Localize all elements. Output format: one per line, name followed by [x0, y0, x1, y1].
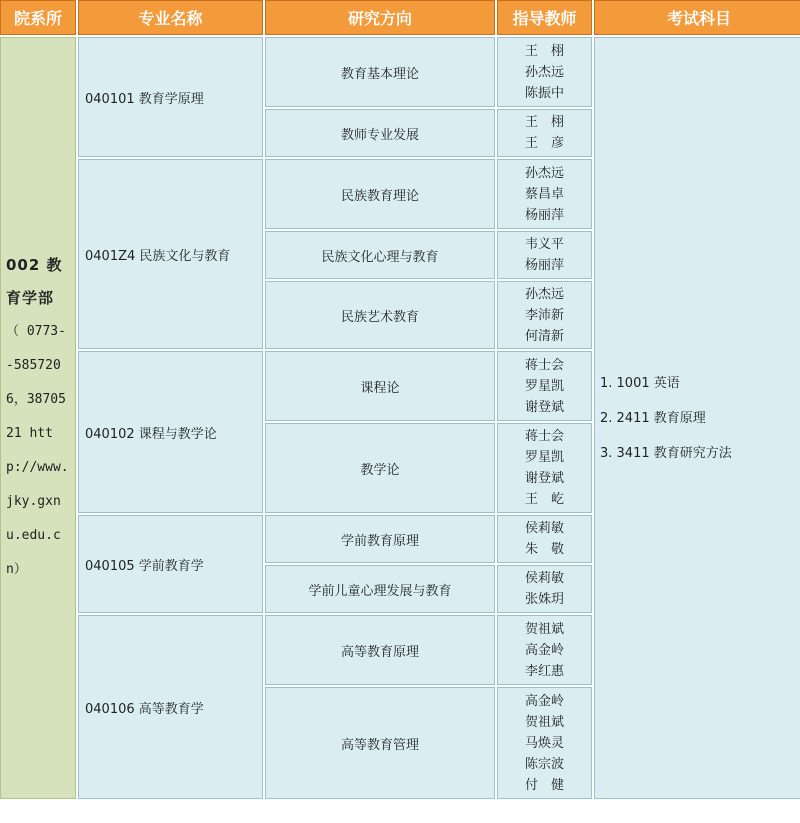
teacher-name: 侯莉敏	[524, 521, 564, 536]
teacher-name: 侯莉敏	[524, 571, 564, 586]
header-dept: 院系所	[0, 0, 76, 35]
teacher-cell	[497, 615, 592, 685]
department-cell	[0, 37, 76, 799]
teacher-name: 谢登斌	[524, 399, 564, 415]
teacher-name: 蒋士会	[524, 429, 564, 444]
major-cell: 0401Z4 民族文化与教育	[78, 159, 263, 349]
teacher-name: 李沛新	[524, 307, 564, 323]
exam-subject: 3. 3411 教育研究方法	[600, 445, 732, 461]
header-row	[0, 0, 800, 35]
direction-cell: 民族艺术教育	[265, 281, 495, 349]
header-exam: 考试科目	[594, 0, 800, 35]
direction-cell: 高等教育原理	[265, 615, 495, 685]
department-name: 002 教育学部	[6, 256, 63, 307]
header-teacher: 指导教师	[497, 0, 592, 35]
teacher-name: 蔡昌卓	[524, 186, 564, 202]
teacher-name: 贺祖斌	[524, 621, 564, 637]
teacher-cell	[497, 351, 592, 421]
exam-subject: 1. 1001 英语	[600, 375, 680, 391]
teacher-name: 高金岭	[524, 642, 564, 658]
teacher-name: 李红惠	[524, 663, 564, 679]
teacher-name: 韦义平	[524, 237, 564, 252]
exam-cell	[594, 37, 800, 799]
header-major: 专业名称	[78, 0, 263, 35]
major-cell: 040105 学前教育学	[78, 515, 263, 613]
major-cell: 040102 课程与教学论	[78, 351, 263, 513]
teacher-cell	[497, 281, 592, 349]
teacher-name: 谢登斌	[524, 471, 564, 486]
teacher-cell	[497, 515, 592, 563]
exam-subject: 2. 2411 教育原理	[600, 410, 706, 426]
direction-cell: 高等教育管理	[265, 687, 495, 799]
teacher-name: 陈振中	[524, 85, 564, 101]
teacher-name: 马焕灵	[524, 735, 564, 751]
direction-cell: 学前儿童心理发展与教育	[265, 565, 495, 613]
direction-cell: 教育基本理论	[265, 37, 495, 107]
teacher-name: 杨丽萍	[524, 207, 564, 223]
direction-cell: 课程论	[265, 351, 495, 421]
department-contact: （ 0773--5857206，3870521 http://www.jky.gxnu.edu.cn）	[6, 324, 69, 577]
teacher-name: 孙杰远	[524, 64, 564, 80]
teacher-name: 罗星凯	[524, 378, 564, 394]
teacher-name: 孙杰远	[524, 165, 564, 181]
teacher-name: 王 屹	[524, 492, 564, 507]
teacher-cell	[497, 109, 592, 157]
teacher-cell	[497, 37, 592, 107]
direction-cell: 民族教育理论	[265, 159, 495, 229]
teacher-name: 王 彦	[524, 136, 564, 151]
teacher-name: 杨丽萍	[524, 258, 564, 273]
teacher-name: 王 栩	[524, 43, 564, 59]
direction-cell: 教师专业发展	[265, 109, 495, 157]
teacher-name: 高金岭	[524, 693, 564, 709]
major-cell: 040101 教育学原理	[78, 37, 263, 157]
direction-cell: 学前教育原理	[265, 515, 495, 563]
teacher-name: 陈宗波	[524, 756, 564, 772]
teacher-name: 罗星凯	[524, 450, 564, 465]
direction-cell: 教学论	[265, 423, 495, 513]
teacher-name: 王 栩	[524, 115, 564, 130]
teacher-name: 张姝玥	[524, 592, 564, 607]
table-row	[0, 37, 800, 107]
teacher-name: 蒋士会	[524, 357, 564, 373]
teacher-cell	[497, 423, 592, 513]
teacher-name: 付 健	[524, 777, 564, 793]
teacher-cell	[497, 159, 592, 229]
teacher-name: 贺祖斌	[524, 714, 564, 730]
major-cell: 040106 高等教育学	[78, 615, 263, 799]
teacher-name: 朱 敬	[524, 542, 564, 557]
teacher-name: 孙杰远	[524, 286, 564, 302]
teacher-cell	[497, 231, 592, 279]
teacher-name: 何清新	[524, 328, 564, 344]
teacher-cell	[497, 687, 592, 799]
header-direction: 研究方向	[265, 0, 495, 35]
direction-cell: 民族文化心理与教育	[265, 231, 495, 279]
teacher-cell	[497, 565, 592, 613]
